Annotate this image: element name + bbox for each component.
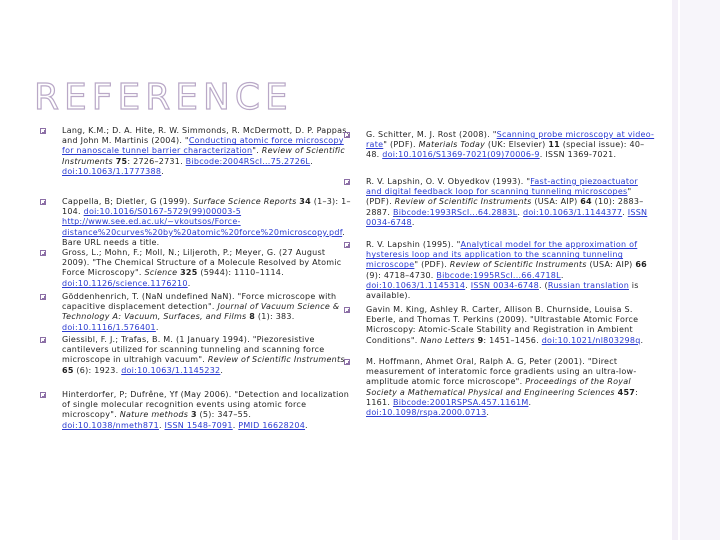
reference-link[interactable]: Bibcode:1995RScI...66.4718L	[436, 270, 561, 280]
reference-italic-text: Review of Scientific Instruments	[449, 260, 587, 270]
reference-text: (1): 383.	[255, 312, 295, 322]
reference-text: G. Schitter, M. J. Rost (2008). "	[366, 130, 497, 139]
reference-text: (USA: AIP)	[586, 260, 636, 270]
reference-link[interactable]: doi:10.1038/nmeth871	[62, 420, 159, 430]
reference-text: (9): 4718–4730.	[366, 270, 437, 280]
reference-text: " (PDF).	[366, 187, 632, 207]
reference-italic-text: Materials Today	[418, 140, 486, 150]
reference-text: .	[465, 280, 471, 290]
checkbox-bullet-icon	[40, 294, 46, 300]
reference-link[interactable]: doi:10.1063/1.1145232	[121, 365, 221, 375]
reference-volume: 64	[580, 197, 592, 207]
reference-link[interactable]: http://www.see.ed.ac.uk/~vkoutsos/Force-distance%20curves%20by%20atomic%20force%20microscopy.pdf	[62, 217, 343, 237]
reference-volume: 34	[299, 197, 311, 206]
reference-link[interactable]: Bibcode:2001RSPSA.457.1161M	[392, 397, 529, 407]
checkbox-bullet-icon	[40, 392, 46, 398]
reference-text: .	[517, 207, 523, 217]
reference-text: Cappella, B; Dietler, G (1999).	[62, 197, 194, 206]
reference-link[interactable]: Analytical model for the approximation of hysteresis loop and its application to the scanning tunneling microscope	[366, 240, 638, 270]
reference-text: .	[232, 420, 239, 430]
page-title: REFERENCE	[34, 77, 293, 118]
reference-text: (10): 2883–2887.	[366, 197, 644, 217]
reference-text: (6): 1923.	[73, 365, 122, 375]
reference-entry	[344, 240, 656, 301]
reference-volume: 75	[115, 156, 128, 166]
reference-link[interactable]: doi:10.1021/nl803298q	[541, 335, 641, 345]
reference-entry	[40, 126, 352, 177]
reference-link[interactable]: doi:10.1063/1.1144377	[523, 207, 623, 217]
reference-link[interactable]: Bibcode:2004RScI...75.2726L	[185, 156, 311, 166]
reference-link[interactable]: ISSN 0034-6748	[470, 280, 539, 290]
reference-volume: 65	[62, 365, 74, 375]
reference-text: (UK: Elsevier)	[485, 140, 549, 150]
reference-text: . ISSN 1369-7021.	[539, 150, 617, 160]
reference-link[interactable]: Bibcode:1993RScI...64.2883L	[392, 207, 518, 217]
reference-text: .	[560, 270, 564, 280]
checkbox-bullet-icon	[344, 307, 350, 313]
reference-text: " (PDF).	[414, 260, 450, 270]
reference-volume: 11	[548, 140, 560, 150]
reference-text: (1–3): 1–104.	[62, 197, 351, 217]
reference-link[interactable]: doi:10.1116/1.576401	[62, 322, 156, 332]
reference-italic-text: Journal of Vacuum Science & Technology A: Vacuum, Surfaces, and Films	[62, 302, 340, 322]
reference-text: .	[310, 156, 313, 166]
reference-text: is available).	[366, 280, 639, 301]
reference-link[interactable]: Fast-acting piezoactuator and digital feedback loop for scanning tunneling microscopes	[366, 177, 638, 197]
reference-text: .	[640, 335, 644, 345]
reference-text: .	[528, 397, 532, 407]
reference-volume: 66	[635, 260, 647, 270]
checkbox-bullet-icon	[40, 337, 46, 343]
reference-volume: 8	[249, 312, 256, 322]
reference-text: Hinterdorfer, P; Dufrêne, Yf (May 2006). "Detection and localization of single molecular recognition events using atomic force microscopy".	[62, 390, 350, 420]
reference-entry	[40, 197, 352, 248]
reference-text: .	[220, 365, 224, 375]
reference-entry	[40, 390, 352, 431]
checkbox-bullet-icon	[344, 359, 350, 365]
reference-italic-text: Surface Science Reports	[193, 197, 297, 206]
reference-text: " (PDF).	[383, 140, 419, 150]
checkbox-bullet-icon	[40, 250, 46, 256]
reference-link[interactable]: Scanning probe microscopy at video-rate	[366, 130, 655, 150]
reference-volume: 325	[180, 268, 198, 278]
reference-text: .	[486, 408, 490, 418]
checkbox-bullet-icon	[344, 132, 350, 138]
reference-text: : 1161.	[366, 387, 639, 407]
reference-text: M. Hoffmann, Ahmet Oral, Ralph A. G, Peter (2001). "Direct measurement of interatomic force gradients using an ultra-low-amplitude atomic force microscope".	[366, 357, 637, 387]
checkbox-bullet-icon	[40, 199, 46, 205]
reference-text: .	[411, 217, 415, 227]
reference-entry	[344, 130, 656, 161]
reference-italic-text: Review of Scientific Instruments	[207, 355, 345, 365]
reference-volume: 457	[617, 387, 636, 397]
reference-entry	[40, 292, 352, 333]
reference-text: .	[161, 166, 164, 176]
reference-italic-text: Nature methods	[119, 410, 189, 420]
reference-entry	[344, 357, 656, 418]
checkbox-bullet-icon	[344, 179, 350, 185]
reference-link[interactable]: Russian translation	[547, 280, 630, 290]
reference-text: : 2726–2731.	[127, 156, 186, 166]
reference-text: . (	[538, 280, 548, 290]
reference-entry	[344, 305, 656, 346]
reference-entry	[40, 335, 352, 376]
reference-italic-text: Review of Scientific Instruments	[62, 146, 345, 166]
reference-volume: 9	[477, 335, 484, 345]
reference-text: Giessibl, F. J.; Trafas, B. M. (1 January 1994). "Piezoresistive cantilevers utilized for scanning tunneling and scanning force microscope in ultrahigh vacuum".	[62, 335, 325, 365]
reference-link[interactable]: ISSN 1548-7091	[164, 420, 233, 430]
reference-text: .	[155, 322, 159, 332]
reference-text: (5944): 1110–1114.	[197, 268, 284, 278]
reference-text: (USA: AIP)	[531, 197, 581, 207]
reference-entry	[40, 248, 352, 289]
reference-volume: 3	[190, 410, 197, 420]
reference-text: . Bare URL needs a title.	[62, 227, 345, 247]
reference-link[interactable]: doi:10.1098/rspa.2000.0713	[366, 408, 487, 418]
reference-italic-text: Science	[144, 268, 178, 278]
reference-link[interactable]: doi:10.1126/science.1176210	[62, 278, 188, 288]
reference-text: : 1451–1456.	[483, 335, 542, 345]
reference-link[interactable]: PMID 16628204	[238, 420, 306, 430]
side-bar-wide	[680, 0, 720, 540]
reference-text: .	[158, 420, 165, 430]
reference-entry	[344, 177, 656, 228]
reference-link[interactable]: doi:10.1016/S0167-5729(99)00003-5	[83, 207, 242, 217]
reference-text: (5): 347–55.	[196, 410, 252, 420]
checkbox-bullet-icon	[344, 242, 350, 248]
reference-link[interactable]: Conducting atomic force microscopy for nanoscale tunnel barrier characterization	[62, 136, 344, 156]
reference-text: .	[305, 420, 308, 430]
reference-text: R. V. Lapshin (1995). "	[366, 240, 461, 249]
reference-link[interactable]: ISSN 0034-6748	[366, 207, 648, 227]
reference-italic-text: Proceedings of the Royal Society a Mathematical Physical and Engineering Sciences	[366, 377, 631, 397]
reference-text: R. V. Lapshin, O. V. Obyedkov (1993). "	[366, 177, 531, 186]
reference-text: Göddenhenrich, T. (NaN undefined NaN). "Force microscope with capacitive displacement detection".	[62, 292, 337, 312]
reference-text: ".	[252, 146, 262, 156]
reference-italic-text: Nano Letters	[420, 335, 475, 345]
reference-text: (special issue): 40–48.	[366, 140, 645, 160]
reference-text: .	[622, 207, 628, 217]
reference-text: Lang, K.M.; D. A. Hite, R. W. Simmonds, R. McDermott, D. P. Pappas, and John M. Martinis (2004). "	[62, 126, 350, 146]
reference-link[interactable]: doi:10.1063/1.1145314	[366, 280, 466, 290]
decorative-side-bars	[672, 0, 720, 540]
side-bar-thin	[672, 0, 678, 540]
reference-italic-text: Review of Scientific Instruments	[394, 197, 532, 207]
reference-text: .	[187, 278, 191, 288]
reference-link[interactable]: doi:10.1016/S1369-7021(09)70006-9	[382, 150, 540, 160]
reference-text: Gross, L.; Mohn, F.; Moll, N.; Liljeroth, P.; Meyer, G. (27 August 2009). "The Chemical Structure of a Molecule Resolved by Atomic Force Microscopy".	[62, 248, 342, 278]
checkbox-bullet-icon	[40, 128, 46, 134]
reference-link[interactable]: doi:10.1063/1.1777388	[62, 166, 162, 176]
reference-text: Gavin M. King, Ashley R. Carter, Allison B. Churnside, Louisa S. Eberle, and Thomas T. Perkins (2009). "Ultrastable Atomic Force Microscopy: Atomic-Scale Stability and Registration in Ambient Conditions".	[366, 305, 639, 345]
